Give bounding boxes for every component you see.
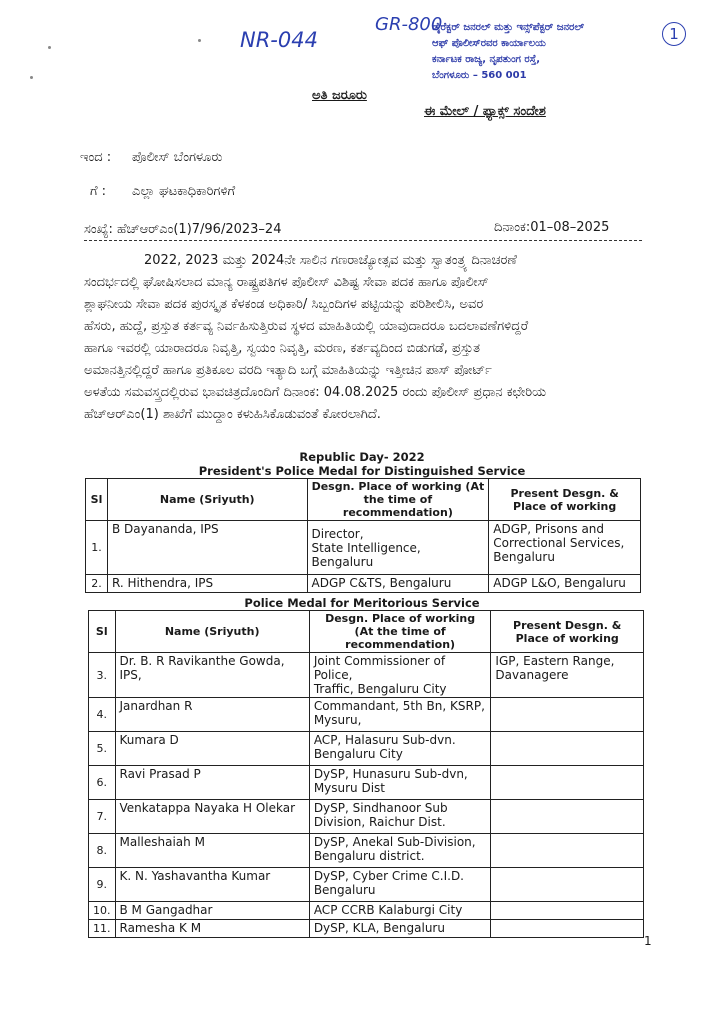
- table-row: [89, 834, 644, 868]
- table1-caption-republic-day: Republic Day- 2022: [299, 450, 425, 464]
- cell-present: [491, 834, 644, 868]
- from-label: ಇಂದ :: [80, 150, 112, 165]
- cell-present: [491, 920, 644, 938]
- address-line-4: ಬೆಂಗಳೂರು – 560 001: [432, 70, 527, 81]
- to-label: ಗೆ :: [90, 184, 107, 199]
- cell-present: [491, 800, 644, 834]
- cell-sl: 9.: [89, 868, 116, 902]
- cell-name: Kumara D: [115, 732, 309, 766]
- cell-name: Janardhan R: [115, 698, 309, 732]
- table-row: [89, 902, 644, 920]
- col-header-desgn: Desgn. Place of working (At the time of recommendation): [307, 479, 489, 521]
- table-header-row: [89, 611, 644, 653]
- table-row: [89, 766, 644, 800]
- cell-sl: 3.: [89, 653, 116, 698]
- body-line: ಅಮಾನತ್ತಿನಲ್ಲಿದ್ದರೆ ಹಾಗೂ ಪ್ರತಿಕೂಲ ವರದಿ ಇತ್ಯಾದಿ ಬಗ್ಗೆ ಮಾಹಿತಿಯನ್ನು ಇತ್ತೀಚಿನ ಪಾಸ್ ಪೋರ್ಟ್: [84, 363, 492, 378]
- cell-sl: 5.: [89, 732, 116, 766]
- reference-number: ಸಂಖ್ಯೆ: ಹೆಚ್‌ಆರ್‌ಎಂ(1)7/96/2023–24: [84, 222, 282, 237]
- cell-sl: 6.: [89, 766, 116, 800]
- page-marker-circled: 1: [662, 22, 686, 46]
- cell-present: IGP, Eastern Range, Davanagere: [491, 653, 644, 698]
- to-value: ಎಲ್ಲಾ ಘಟಕಾಧಿಕಾರಿಗಳಿಗೆ: [132, 184, 236, 199]
- table-row: [89, 698, 644, 732]
- address-line-1: ಡೈರೆಕ್ಟರ್ ಜನರಲ್ ಮತ್ತು ಇನ್ಸ್‌ಪೆಕ್ಟರ್ ಜನರಲ್: [432, 22, 585, 33]
- cell-name: B M Gangadhar: [115, 902, 309, 920]
- table-row: [86, 521, 641, 575]
- table-row: [89, 920, 644, 938]
- col-header-name: Name (Sriyuth): [115, 611, 309, 653]
- cell-present: ADGP L&O, Bengaluru: [489, 575, 641, 593]
- cell-sl: 8.: [89, 834, 116, 868]
- cell-present: [491, 698, 644, 732]
- table-row: [89, 868, 644, 902]
- reference-divider: [84, 240, 642, 241]
- col-header-present: Present Desgn. & Place of working: [491, 611, 644, 653]
- table-row: [89, 653, 644, 698]
- col-header-desgn: Desgn. Place of working (At the time of recommendation): [309, 611, 491, 653]
- address-line-3: ಕರ್ನಾಟಕ ರಾಜ್ಯ, ನೃಪತುಂಗ ರಸ್ತೆ,: [432, 54, 541, 65]
- cell-present: [491, 868, 644, 902]
- cell-sl: 7.: [89, 800, 116, 834]
- cell-desgn: DySP, Cyber Crime C.I.D. Bengaluru: [309, 868, 491, 902]
- cell-desgn: DySP, Hunasuru Sub-dvn, Mysuru Dist: [309, 766, 491, 800]
- cell-desgn: DySP, KLA, Bengaluru: [309, 920, 491, 938]
- cell-name: K. N. Yashavantha Kumar: [115, 868, 309, 902]
- from-value: ಪೊಲೀಸ್ ಬೆಂಗಳೂರು: [132, 150, 223, 165]
- col-header-name: Name (Sriyuth): [107, 479, 307, 521]
- body-line: ಸಂದರ್ಭದಲ್ಲಿ ಘೋಷಿಸಲಾದ ಮಾನ್ಯ ರಾಷ್ಟ್ರಪತಿಗಳ ಪೊಲೀಸ್ ವಿಶಿಷ್ಟ ಸೇವಾ ಪದಕ ಹಾಗೂ ಪೊಲೀಸ್: [84, 275, 489, 290]
- col-header-sl: Sl: [89, 611, 116, 653]
- body-line: ಶ್ಲಾಘನೀಯ ಸೇವಾ ಪದಕ ಪುರಸ್ಕೃತ ಕೆಳಕಂಡ ಅಧಿಕಾರಿ/ ಸಿಬ್ಬಂದಿಗಳ ಪಟ್ಟಿಯನ್ನು ಪರಿಶೀಲಿಸಿ, ಅವರ: [84, 297, 484, 312]
- handwritten-note-right: GR-800: [375, 14, 443, 35]
- cell-desgn: DySP, Anekal Sub-Division, Bengaluru district.: [309, 834, 491, 868]
- cell-sl: 1.: [86, 521, 108, 575]
- cell-present: [491, 766, 644, 800]
- cell-desgn: ACP, Halasuru Sub-dvn. Bengaluru City: [309, 732, 491, 766]
- cell-present: ADGP, Prisons and Correctional Services, Bengaluru: [489, 521, 641, 575]
- body-line: 2022, 2023 ಮತ್ತು 2024ನೇ ಸಾಲಿನ ಗಣರಾಜ್ಯೋತ್ಸವ ಮತ್ತು ಸ್ವಾತಂತ್ರ್ಯ ದಿನಾಚರಣೆ: [144, 253, 517, 268]
- message-type-heading: ಈ ಮೇಲ್ / ಫ್ಯಾಕ್ಸ್ ಸಂದೇಶ: [424, 104, 546, 119]
- cell-sl: 10.: [89, 902, 116, 920]
- cell-name: Ramesha K M: [115, 920, 309, 938]
- col-header-sl: Sl: [86, 479, 108, 521]
- body-line: ಹೆಚ್‌ಆರ್‌ಎಂ(1) ಶಾಖೆಗೆ ಮುದ್ದಾಂ ಕಳುಹಿಸಿಕೊಡುವಂತೆ ಕೋರಲಾಗಿದೆ.: [84, 407, 381, 422]
- urgency-heading: ಅತಿ ಜರೂರು: [312, 88, 367, 103]
- table-row: [86, 575, 641, 593]
- distinguished-service-table: [85, 478, 641, 593]
- cell-desgn: Joint Commissioner of Police, Traffic, Bengaluru City: [309, 653, 491, 698]
- body-line: ಹೆಸರು, ಹುದ್ದೆ, ಪ್ರಸ್ತುತ ಕರ್ತವ್ಯ ನಿರ್ವಹಿಸುತ್ತಿರುವ ಸ್ಥಳದ ಮಾಹಿತಿಯಲ್ಲಿ ಯಾವುದಾದರೂ ಬದಲಾವಣೆಗಳಿದ್ದರೆ: [84, 319, 529, 334]
- cell-desgn: Commandant, 5th Bn, KSRP, Mysuru,: [309, 698, 491, 732]
- col-header-present: Present Desgn. & Place of working: [489, 479, 641, 521]
- footer-page-number: 1: [644, 934, 652, 948]
- cell-name: R. Hithendra, IPS: [107, 575, 307, 593]
- cell-name: B Dayananda, IPS: [107, 521, 307, 575]
- table-row: [89, 800, 644, 834]
- cell-name: Ravi Prasad P: [115, 766, 309, 800]
- table2-caption: Police Medal for Meritorious Service: [244, 596, 480, 610]
- address-line-2: ಆಫ್ ಪೊಲೀಸ್‌ರವರ ಕಾರ್ಯಾಲಯ: [432, 38, 546, 49]
- cell-name: Venkatappa Nayaka H Olekar: [115, 800, 309, 834]
- cell-sl: 11.: [89, 920, 116, 938]
- body-line: ಹಾಗೂ ಇವರಲ್ಲಿ ಯಾರಾದರೂ ನಿವೃತ್ತಿ, ಸ್ವಯಂ ನಿವೃತ್ತಿ, ಮರಣ, ಕರ್ತವ್ಯದಿಂದ ಬಿಡುಗಡೆ, ಪ್ರಸ್ತುತ: [84, 341, 480, 356]
- cell-present: [491, 732, 644, 766]
- cell-sl: 4.: [89, 698, 116, 732]
- table-header-row: [86, 479, 641, 521]
- cell-sl: 2.: [86, 575, 108, 593]
- table1-caption-medal: President's Police Medal for Distinguished Service: [198, 464, 526, 478]
- cell-desgn: ACP CCRB Kalaburgi City: [309, 902, 491, 920]
- meritorious-service-table: [88, 610, 644, 938]
- cell-desgn: ADGP C&TS, Bengaluru: [307, 575, 489, 593]
- cell-desgn: Director, State Intelligence, Bengaluru: [307, 521, 489, 575]
- body-paragraph: [84, 250, 640, 426]
- sender-address: [432, 20, 652, 84]
- cell-name: Malleshaiah M: [115, 834, 309, 868]
- table-row: [89, 732, 644, 766]
- handwritten-note-left: NR-044: [240, 28, 318, 52]
- cell-present: [491, 902, 644, 920]
- letter-date: ದಿನಾಂಕ:01–08–2025: [494, 220, 610, 235]
- cell-desgn: DySP, Sindhanoor Sub Division, Raichur Dist.: [309, 800, 491, 834]
- body-line: ಅಳತೆಯ ಸಮವಸ್ತ್ರದಲ್ಲಿರುವ ಭಾವಚಿತ್ರದೊಂದಿಗೆ ದಿನಾಂಕ: 04.08.2025 ರಂದು ಪೊಲೀಸ್ ಪ್ರಧಾನ ಕಛೇರಿಯ: [84, 385, 547, 400]
- cell-name: Dr. B. R Ravikanthe Gowda, IPS,: [115, 653, 309, 698]
